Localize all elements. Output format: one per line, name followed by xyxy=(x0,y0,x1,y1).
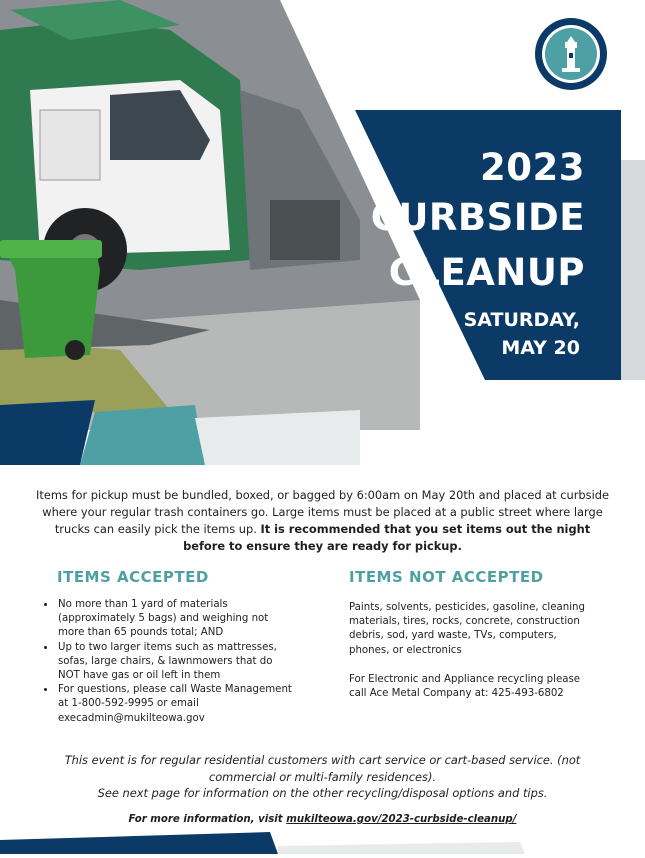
title-year: 2023 xyxy=(480,146,585,189)
intro-text: Items for pickup must be bundled, boxed, or bagged by 6:00am on May 20th and placed at curbside where your regular trash containers go. Large items must be placed at a public street where large trucks can easily pick the items up. xyxy=(36,488,609,536)
list-item: • Up to two larger items such as mattresses, sofas, large chairs, & lawnmowers that do NOT have gas or oil left in them xyxy=(56,641,296,684)
cleanup-link[interactable]: mukilteowa.gov/2023-curbside-cleanup/ xyxy=(286,814,517,825)
items-not-accepted-text: Paints, solvents, pesticides, gasoline, cleaning materials, tires, rocks, concrete, construction debris, sod, yard waste, TVs, computers, phones, or electronics xyxy=(349,602,585,656)
items-accepted-list xyxy=(38,598,296,726)
event-day: SATURDAY, xyxy=(463,309,580,331)
intro-recommendation: It is recommended that you set items out the night before to ensure they are ready for pickup. xyxy=(183,522,591,553)
eligibility-line: This event is for regular residential customers with cart service or cart-based service. (not commercial or multi-family residences). xyxy=(64,753,581,784)
footer-band xyxy=(0,832,645,854)
more-info-prefix: For more information, visit xyxy=(128,814,287,825)
list-item: • No more than 1 yard of materials (approximately 5 bags) and weighing not more than 65 pounds total; AND xyxy=(56,598,296,641)
title-panel xyxy=(355,110,621,380)
intro-paragraph xyxy=(34,487,611,555)
event-date: MAY 20 xyxy=(501,337,580,359)
title-curbside: CURBSIDE xyxy=(370,196,585,239)
items-accepted-heading: ITEMS ACCEPTED xyxy=(57,568,209,586)
list-item: • For questions, please call Waste Management at 1-800-592-9995 or email execadmin@mukilteowa.gov xyxy=(56,683,296,726)
eligibility-note xyxy=(30,752,615,802)
items-not-accepted-heading: ITEMS NOT ACCEPTED xyxy=(349,568,544,586)
recycling-info: For Electronic and Appliance recycling please call Ace Metal Company at: 425-493-6802 xyxy=(349,674,581,700)
title-cleanup: CLEANUP xyxy=(388,251,585,294)
more-info xyxy=(30,814,615,825)
lighthouse-logo-icon xyxy=(531,14,611,94)
next-page-line: See next page for information on the other recycling/disposal options and tips. xyxy=(97,786,548,800)
